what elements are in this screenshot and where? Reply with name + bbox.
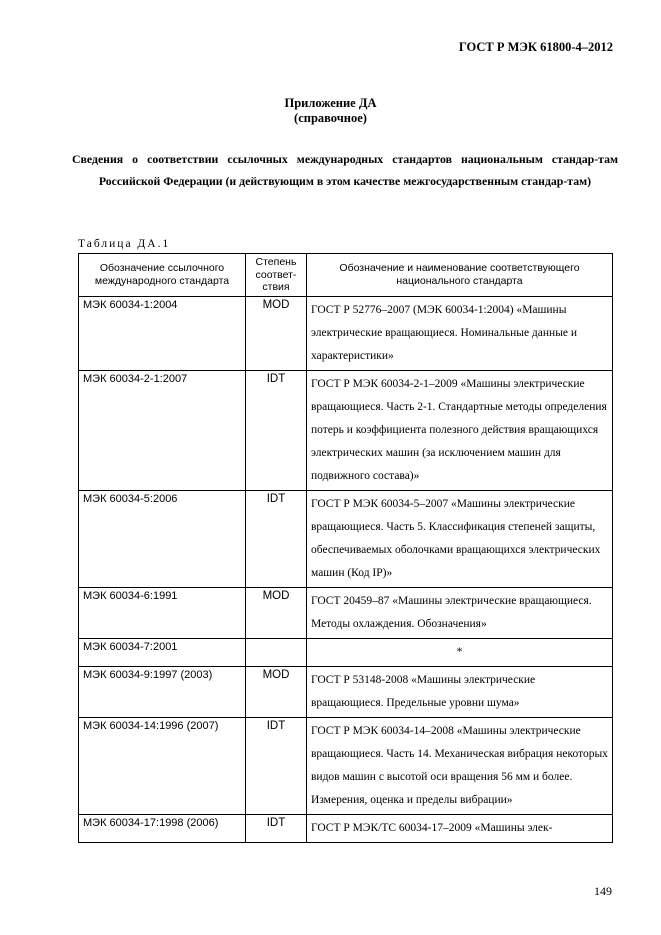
national-standard-cell: ГОСТ Р 52776–2007 (МЭК 60034-1:2004) «Машины электрические вращающиеся. Номинальные данные и характеристики» (307, 296, 613, 370)
table-row (79, 490, 613, 587)
table-row (79, 666, 613, 717)
table-row (79, 370, 613, 490)
annex-title: Приложение ДА (284, 96, 377, 110)
reference-cell: МЭК 60034-17:1998 (2006) (79, 814, 246, 842)
degree-cell: IDT (246, 490, 307, 587)
reference-cell: МЭК 60034-9:1997 (2003) (79, 666, 246, 717)
reference-cell: МЭК 60034-1:2004 (79, 296, 246, 370)
table-row (79, 638, 613, 666)
reference-cell: МЭК 60034-6:1991 (79, 587, 246, 638)
degree-cell: MOD (246, 587, 307, 638)
table-row (79, 587, 613, 638)
reference-cell: МЭК 60034-14:1996 (2007) (79, 717, 246, 814)
degree-cell (246, 638, 307, 666)
annex-subtitle: (справочное) (294, 111, 367, 125)
column-header-national: Обозначение и наименование соответствующего национального стандарта (307, 254, 613, 297)
table-row (79, 717, 613, 814)
document-header: ГОСТ Р МЭК 61800-4–2012 (458, 40, 613, 54)
annex-summary: Сведения о соответствии ссылочных международных стандартов национальным стандар-там Российской Федерации (и действующим в этом качестве межгосударственным стандар-там) (72, 152, 618, 188)
national-standard-cell: ГОСТ Р МЭК 60034-2-1–2009 «Машины электрические вращающиеся. Часть 2-1. Стандартные методы определения потерь и коэффициента полезного действия вращающихся электрических машин (за исключением машин для подвижного состава)» (307, 370, 613, 490)
column-header-degree: Степень соответ-ствия (246, 254, 307, 297)
correspondence-table (78, 253, 613, 843)
national-standard-cell: * (307, 638, 613, 666)
national-standard-cell: ГОСТ 20459–87 «Машины электрические вращающиеся. Методы охлаждения. Обозначения» (307, 587, 613, 638)
reference-cell: МЭК 60034-2-1:2007 (79, 370, 246, 490)
column-header-reference: Обозначение ссылочного международного стандарта (79, 254, 246, 297)
reference-cell: МЭК 60034-7:2001 (79, 638, 246, 666)
table-row (79, 814, 613, 842)
degree-cell: IDT (246, 814, 307, 842)
national-standard-cell: ГОСТ Р МЭК/TC 60034-17–2009 «Машины элек- (307, 814, 613, 842)
degree-cell: IDT (246, 717, 307, 814)
national-standard-cell: ГОСТ Р 53148-2008 «Машины электрические вращающиеся. Предельные уровни шума» (307, 666, 613, 717)
degree-cell: MOD (246, 296, 307, 370)
degree-cell: MOD (246, 666, 307, 717)
degree-cell: IDT (246, 370, 307, 490)
table-caption: Таблица ДА.1 (78, 238, 171, 250)
national-standard-cell: ГОСТ Р МЭК 60034-14–2008 «Машины электрические вращающиеся. Часть 14. Механическая вибрация некоторых видов машин с высотой оси вращения 56 мм и более. Измерения, оценка и пределы вибрации» (307, 717, 613, 814)
table-row (79, 296, 613, 370)
reference-cell: МЭК 60034-5:2006 (79, 490, 246, 587)
page-number: 149 (594, 884, 612, 898)
table-header-row (79, 254, 613, 297)
national-standard-cell: ГОСТ Р МЭК 60034-5–2007 «Машины электрические вращающиеся. Часть 5. Классификация степеней защиты, обеспечиваемых оболочками вращающихся электрических машин (Код IP)» (307, 490, 613, 587)
annex-heading (0, 96, 661, 126)
